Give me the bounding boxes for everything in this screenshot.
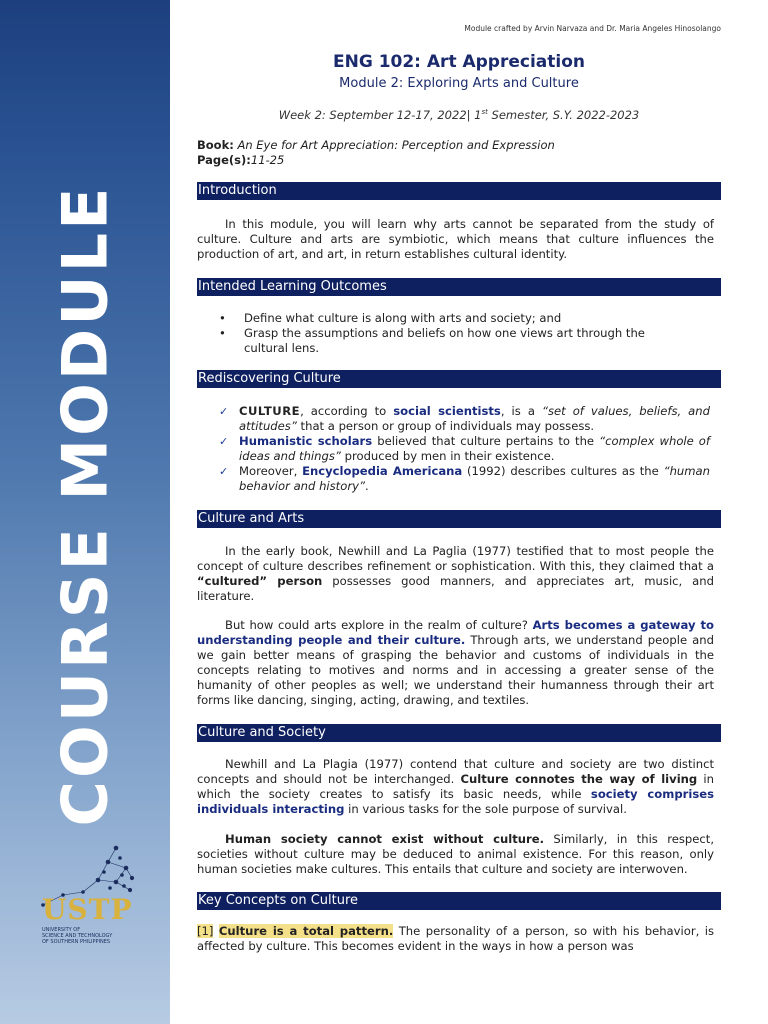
society-paragraph-1: Newhill and La Plagia (1977) contend that culture and society are two distinct concepts and should not be interchanged. Culture connotes the way of living in which the society creates to satisfy its basic needs, while society comprises individuals interacting in various tasks for the sole purpose of survival. — [197, 757, 714, 816]
book-reference: Book: An Eye for Art Appreciation: Perception and Expression Page(s):11-25 — [197, 138, 555, 167]
section-header-culture-and-arts: Culture and Arts — [197, 510, 721, 528]
check-icon: ✓ — [219, 435, 229, 448]
intro-paragraph: In this module, you will learn why arts cannot be separated from the study of culture. Culture and arts are symbiotic, which means that culture influences the production of art, and art, in return establishes cultural identity. — [197, 217, 714, 261]
course-title: ENG 102: Art Appreciation — [332, 52, 586, 72]
ustp-logo — [42, 893, 142, 945]
list-item: • Define what culture is along with arts and society; and — [219, 311, 562, 325]
check-icon: ✓ — [219, 405, 229, 418]
logo-wordmark: USTP — [42, 893, 133, 926]
list-item: • Grasp the assumptions and beliefs on how one views art through the cultural lens. — [219, 326, 645, 355]
logo-subtitle: UNIVERSITY OF SCIENCE AND TECHNOLOGY OF SOUTHERN PHILIPPINES — [42, 927, 113, 945]
section-header-learning-outcomes: Intended Learning Outcomes — [197, 278, 721, 296]
list-item: ✓ Moreover, Encyclopedia Americana (1992) describes cultures as the “human behavior and history”. — [219, 464, 711, 493]
author-credit: Module crafted by Arvin Narvaza and Dr. Maria Angeles Hinosolango — [464, 24, 721, 33]
section-header-rediscovering-culture: Rediscovering Culture — [197, 370, 721, 388]
society-paragraph-2: Human society cannot exist without culture. Similarly, in this respect, societies without culture may be deduced to animal existence. For this reason, only human societies make cultures. This entails that culture and society are interwoven. — [197, 832, 714, 876]
list-item: ✓ CULTURE, according to social scientists, is a “set of values, beliefs, and attitudes” that a person or group of individuals may possess. — [219, 404, 710, 433]
arts-paragraph-1: In the early book, Newhill and La Paglia (1977) testified that to most people the concept of culture describes refinement or sophistication. With this, they claimed that a “cultured” person possesses good manners, and appreciates art, music, and literature. — [197, 544, 714, 603]
section-header-culture-and-society: Culture and Society — [197, 724, 721, 742]
vertical-title: COURSE MODULE — [48, 184, 122, 827]
section-header-introduction: Introduction — [197, 182, 721, 200]
outcomes-list — [219, 311, 689, 356]
culture-definitions-list — [219, 404, 710, 494]
module-title: Module 2: Exploring Arts and Culture — [339, 76, 579, 91]
week-schedule: Week 2: September 12-17, 2022| 1st Semester, S.Y. 2022-2023 — [278, 108, 640, 122]
check-icon: ✓ — [219, 465, 229, 478]
arts-paragraph-2: But how could arts explore in the realm of culture? Arts becomes a gateway to understanding people and their culture. Through arts, we understand people and we gain better means of grasping the behavior and customs of individuals in the concepts relating to motives and norms and in accessing a greater sense of the humanity of other peoples as well; we understand their humanness through their art forms like dancing, singing, acting, drawing, and textiles. — [197, 618, 714, 707]
section-header-key-concepts: Key Concepts on Culture — [197, 892, 721, 910]
key-concept-1: [1] Culture is a total pattern. The personality of a person, so with his behavior, is affected by culture. This becomes evident in the ways in how a person was — [197, 924, 715, 953]
list-item: ✓ Humanistic scholars believed that culture pertains to the “complex whole of ideas and things” produced by men in their existence. — [219, 434, 710, 463]
sidebar-banner — [0, 0, 170, 1024]
